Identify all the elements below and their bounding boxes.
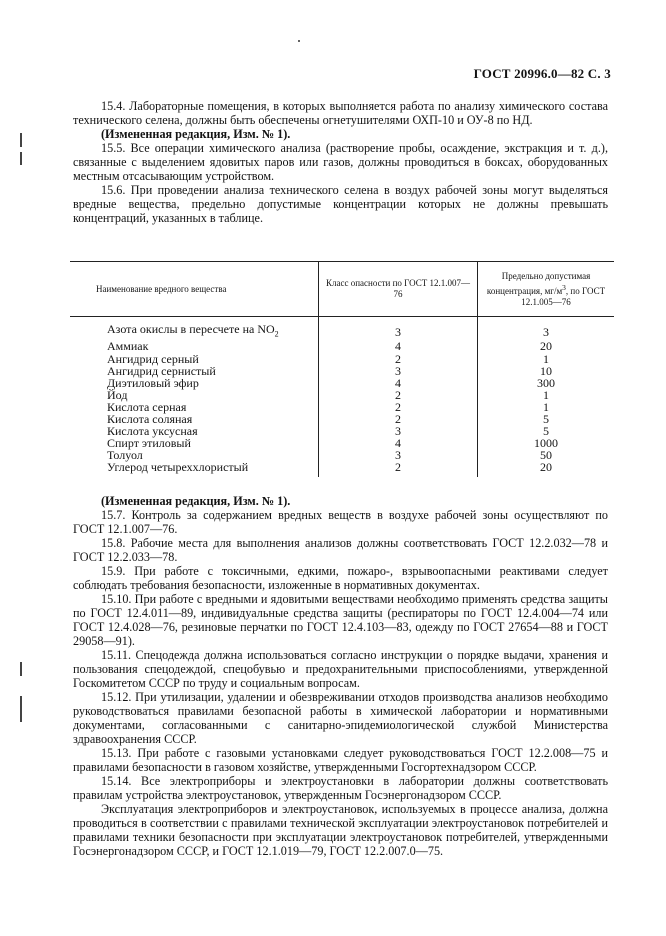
table-row [70,352,614,364]
section-bottom [73,494,608,858]
table-row [70,461,614,477]
hazardous-substances-table [70,261,614,477]
max-concentration: 5 [478,425,615,437]
table-header-row [70,262,614,317]
paragraph-15-6: 15.6. При проведении анализа технического селена в воздух рабочей зоны могут выделяться вредные вещества, предельно допустимые концентрации которых не должны превышать концентраций, указанных в таблице. [73,183,608,225]
paragraph-15-14: 15.14. Все электроприборы и электроустановки в лаборатории должны соответствовать правилам устройства электроустановок, утвержденным Госэнергонадзором СССР. [73,774,608,802]
table-row [70,437,614,449]
table-row [70,377,614,389]
hazard-class: 2 [319,413,478,425]
hazard-class: 3 [319,425,478,437]
page-header: ГОСТ 20996.0—82 С. 3 [473,66,611,81]
revision-mark [20,133,22,147]
paragraph-15-11: 15.11. Спецодежда должна использоваться согласно инструкции о порядке выдачи, хранения и пользования спецодеждой, спецобувью и предохранительными приспособлениями, утвержденной Госкомитетом СССР по труду и социальным вопросам. [73,648,608,690]
paragraph-15-9: 15.9. При работе с токсичными, едкими, пожаро-, взрывоопасными реактивами следует соблюдать требования безопасности, изложенные в нормативных документах. [73,564,608,592]
paragraph-15-12: 15.12. При утилизации, удалении и обезвреживании отходов производства анализов необходимо руководствоваться правилами безопасной работы в химической лаборатории и нормативными документами, согласованными с санитарно-эпидемиологической службой Министерства здравоохранения СССР. [73,690,608,746]
revision-mark [20,662,22,676]
substance-name: Азота окислы в пересчете на $NO_2$ [107,322,279,339]
hazard-class: 4 [319,437,478,449]
header-max-concentration: Предельно допустимая концентрация, $мг/м^3$, по ГОСТ 12.1.005—76 [478,262,615,317]
paragraph-15-8: 15.8. Рабочие места для выполнения анализов должны соответствовать ГОСТ 12.2.032—78 и ГОСТ 12.2.033—78. [73,536,608,564]
hazard-class: 2 [319,352,478,364]
hazard-class: 4 [319,340,478,352]
max-concentration: 20 [478,340,615,352]
substance-name: Кислота серная [107,399,187,414]
max-concentration: 300 [478,377,615,389]
substance-name: Спирт этиловый [107,436,191,451]
table-row [70,317,614,341]
max-concentration: 1 [478,389,615,401]
max-concentration: 5 [478,413,615,425]
substance-name: Аммиак [107,339,149,354]
max-concentration: 50 [478,449,615,461]
hazard-class: 3 [319,317,478,341]
substance-name: Кислота соляная [107,412,193,426]
header-substance: Наименование вредного вещества [70,262,319,317]
max-concentration: 10 [478,365,615,377]
substance-name: Йод [107,387,128,402]
max-concentration: 20 [478,461,615,477]
table-row [70,365,614,377]
hazard-class: 2 [319,389,478,401]
substance-name: Ангидрид серный [107,351,199,366]
hazard-class: 4 [319,377,478,389]
hazard-class: 3 [319,449,478,461]
table-row [70,340,614,352]
max-concentration: 1000 [478,437,615,449]
paragraph-15-5: 15.5. Все операции химического анализа (растворение пробы, осаждение, экстракция и т. д.), связанные с выделением ядовитых паров или газов, должны проводиться в боксах, оборудованных местным отсасывающим устройством. [73,141,608,183]
paragraph-15-4: 15.4. Лабораторные помещения, в которых выполняется работа по анализу химического состава технического селена, должны быть обеспечены огнетушителями ОХП-10 и ОУ-8 по НД. [73,99,608,127]
max-concentration: 1 [478,401,615,413]
substance-name: Толуол [107,448,143,463]
hazard-class: 2 [319,401,478,413]
hazard-class: 2 [319,461,478,477]
max-concentration: 1 [478,352,615,364]
max-concentration: 3 [478,317,615,341]
section-top [73,99,608,225]
substance-name: Углерод четыреххлористый [107,460,249,475]
paragraph-15-10: 15.10. При работе с вредными и ядовитыми веществами необходимо применять средства защиты по ГОСТ 12.4.011—89, индивидуальные средства защиты (респираторы по ГОСТ 12.4.004—74 или ГОСТ 12.4.028—76, резиновые перчатки по ГОСТ 12.4.103—83, одежду по ГОСТ 27654—88 и ГОСТ 29058—91). [73,592,608,648]
revision-mark [20,152,22,165]
paragraph-15-13: 15.13. При работе с газовыми установками следует руководствоваться ГОСТ 12.2.008—75 и правилами безопасности в газовом хозяйстве, утвержденными Госгортехнадзором СССР. [73,746,608,774]
header-hazard-class: Класс опасности по ГОСТ 12.1.007—76 [319,262,478,317]
paragraph-15-14-cont: Эксплуатация электроприборов и электроустановок, используемых в процессе анализа, должна проводиться в соответствии с правилами технической эксплуатации электроустановок потребителей и правилами техники безопасности при эксплуатации электроустановок потребителей, утвержденными Госэнергонадзором СССР, и ГОСТ 12.1.019—79, ГОСТ 12.2.007.0—75. [73,802,608,858]
hazard-class: 3 [319,365,478,377]
substance-name: Диэтиловый эфир [107,375,199,390]
revision-mark [20,696,22,722]
paragraph-15-7: 15.7. Контроль за содержанием вредных веществ в воздухе рабочей зоны осуществляют по ГОСТ 12.1.007—76. [73,508,608,536]
substance-name: Ангидрид сернистый [107,363,216,378]
scan-speck [298,40,300,42]
amendment-note: (Измененная редакция, Изм. № 1). [101,494,291,508]
substance-name: Кислота уксусная [107,424,198,439]
amendment-note: (Измененная редакция, Изм. № 1). [101,127,291,141]
